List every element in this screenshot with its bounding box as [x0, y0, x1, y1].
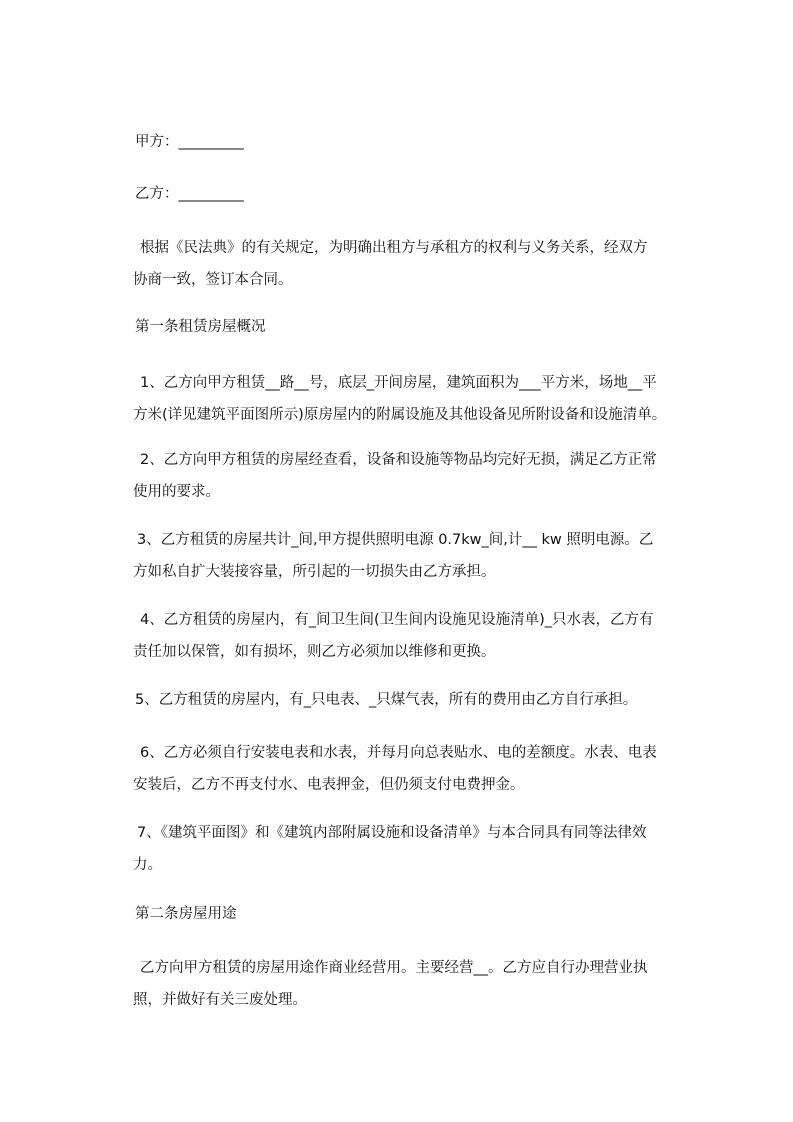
item-1-line-2: 方米(详见建筑平面图所示)原房屋内的附属设施及其他设备见所附设备和设施清单。 [133, 407, 667, 423]
item-2-line-2: 使用的要求。 [133, 484, 220, 500]
article-2-line-1: 乙方向甲方租赁的房屋用途作商业经营用。主要经营__。乙方应自行办理营业执 [140, 960, 648, 976]
article-2-heading: 第二条房屋用途 [135, 906, 237, 922]
item-7-line-1: 7、《建筑平面图》和《建筑内部附属设施和设备清单》与本合同具有同等法律效 [137, 825, 647, 841]
item-5-line-1: 5、乙方租赁的房屋内，有_只电表、_只煤气表，所有的费用由乙方自行承担。 [135, 692, 638, 708]
item-6-line-2: 安装后，乙方不再支付水、电表押金，但仍须支付电费押金。 [133, 777, 525, 793]
item-7-line-2: 力。 [133, 857, 162, 873]
party-a-line: 甲方：_________ [135, 134, 244, 150]
item-6-line-1: 6、乙方必须自行安装电表和水表，并每月向总表贴水、电的差额度。水表、电表 [140, 745, 657, 761]
item-4-line-2: 责任加以保管，如有损坏，则乙方必须加以维修和更换。 [133, 644, 496, 660]
item-3-line-2: 方如私自扩大装接容量，所引起的一切损失由乙方承担。 [133, 564, 496, 580]
article-1-item-5 [135, 684, 710, 716]
intro-paragraph [135, 232, 710, 296]
intro-line-1: 根据《民法典》的有关规定，为明确出租方与承租方的权利与义务关系，经双方 [140, 240, 648, 256]
item-3-line-1: 3、乙方租赁的房屋共计_间,甲方提供照明电源 0.7kw_间,计__ kw 照明电源。乙 [137, 532, 654, 548]
article-1-item-2 [135, 444, 710, 508]
article-2-line-2: 照，并做好有关三废处理。 [133, 992, 307, 1008]
article-1-item-3 [135, 524, 710, 588]
article-1-item-7 [135, 817, 710, 881]
article-1-item-6 [135, 737, 710, 801]
item-2-line-1: 2、乙方向甲方租赁的房屋经查看，设备和设施等物品均完好无损，满足乙方正常 [140, 452, 657, 468]
party-b-line: 乙方：_________ [135, 186, 244, 202]
article-2-paragraph [135, 952, 710, 1016]
article-1-heading: 第一条租赁房屋概况 [135, 319, 266, 335]
item-4-line-1: 4、乙方租赁的房屋内，有_间卫生间(卫生间内设施见设施清单)_只水表，乙方有 [140, 612, 654, 628]
article-1-item-1 [135, 367, 710, 431]
intro-line-2: 协商一致，签订本合同。 [133, 272, 293, 288]
article-1-item-4 [135, 604, 710, 668]
item-1-line-1: 1、乙方向甲方租赁__路__号，底层_开间房屋，建筑面积为___平方米，场地__平 [140, 375, 657, 391]
